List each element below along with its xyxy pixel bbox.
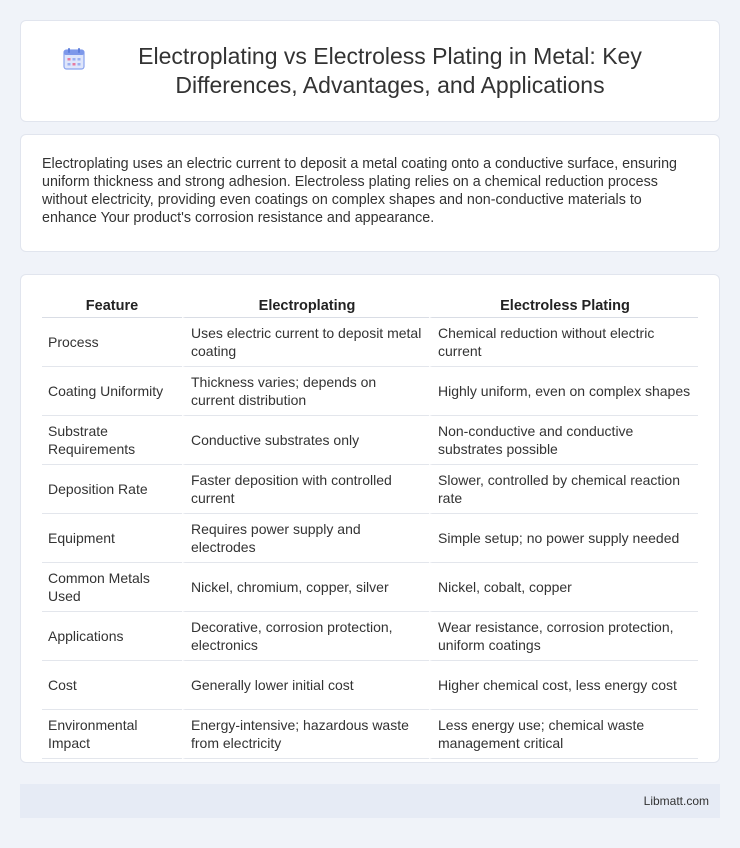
footer (20, 784, 720, 818)
electroless-cell: Highly uniform, even on complex shapes (429, 367, 698, 416)
electroless-cell: Nickel, cobalt, copper (429, 563, 698, 612)
electroless-cell: Less energy use; chemical waste management critical (429, 710, 698, 759)
table-row (42, 661, 698, 710)
table-row (42, 612, 698, 661)
electroplating-cell: Uses electric current to deposit metal coating (182, 318, 429, 367)
electroplating-cell: Thickness varies; depends on current distribution (182, 367, 429, 416)
table-row (42, 367, 698, 416)
table-row (42, 563, 698, 612)
feature-cell: Process (42, 318, 182, 367)
feature-cell: Environmental Impact (42, 710, 182, 759)
feature-cell: Applications (42, 612, 182, 661)
table-row (42, 465, 698, 514)
footer-brand-link[interactable]: Libmatt.com (643, 794, 709, 808)
feature-cell: Deposition Rate (42, 465, 182, 514)
page-title: Electroplating vs Electroless Plating in Metal: Key Differences, Advantages, and Applications (138, 43, 642, 98)
feature-cell: Equipment (42, 514, 182, 563)
table-row (42, 514, 698, 563)
header-electroless-plating: Electroless Plating (429, 296, 698, 318)
table-row (42, 318, 698, 367)
header-electroplating: Electroplating (182, 296, 429, 318)
feature-cell: Coating Uniformity (42, 367, 182, 416)
comparison-table (42, 296, 698, 759)
feature-cell: Cost (42, 661, 182, 710)
feature-cell: Common Metals Used (42, 563, 182, 612)
electroless-cell: Chemical reduction without electric current (429, 318, 698, 367)
document-calendar-icon (61, 46, 87, 72)
feature-cell: Substrate Requirements (42, 416, 182, 465)
title-wrap (21, 42, 719, 100)
title-card (20, 20, 720, 122)
electroplating-cell: Decorative, corrosion protection, electronics (182, 612, 429, 661)
electroless-cell: Higher chemical cost, less energy cost (429, 661, 698, 710)
electroless-cell: Non-conductive and conductive substrates possible (429, 416, 698, 465)
electroplating-cell: Faster deposition with controlled current (182, 465, 429, 514)
header-feature: Feature (42, 296, 182, 318)
electroless-cell: Simple setup; no power supply needed (429, 514, 698, 563)
electroplating-cell: Nickel, chromium, copper, silver (182, 563, 429, 612)
table-row (42, 416, 698, 465)
comparison-card (20, 274, 720, 763)
table-header-row (42, 296, 698, 318)
electroplating-cell: Conductive substrates only (182, 416, 429, 465)
electroplating-cell: Energy-intensive; hazardous waste from electricity (182, 710, 429, 759)
electroless-cell: Wear resistance, corrosion protection, uniform coatings (429, 612, 698, 661)
electroplating-cell: Requires power supply and electrodes (182, 514, 429, 563)
intro-card (20, 134, 720, 252)
electroplating-cell: Generally lower initial cost (182, 661, 429, 710)
electroless-cell: Slower, controlled by chemical reaction rate (429, 465, 698, 514)
table-row (42, 710, 698, 759)
intro-paragraph: Electroplating uses an electric current to deposit a metal coating onto a conductive surface, ensuring uniform thickness and strong adhesion. Electroless plating relies on a chemical reduction process without electricity, providing even coatings on complex shapes and non-conductive materials to enhance Your product's corrosion resistance and appearance. (42, 156, 677, 226)
